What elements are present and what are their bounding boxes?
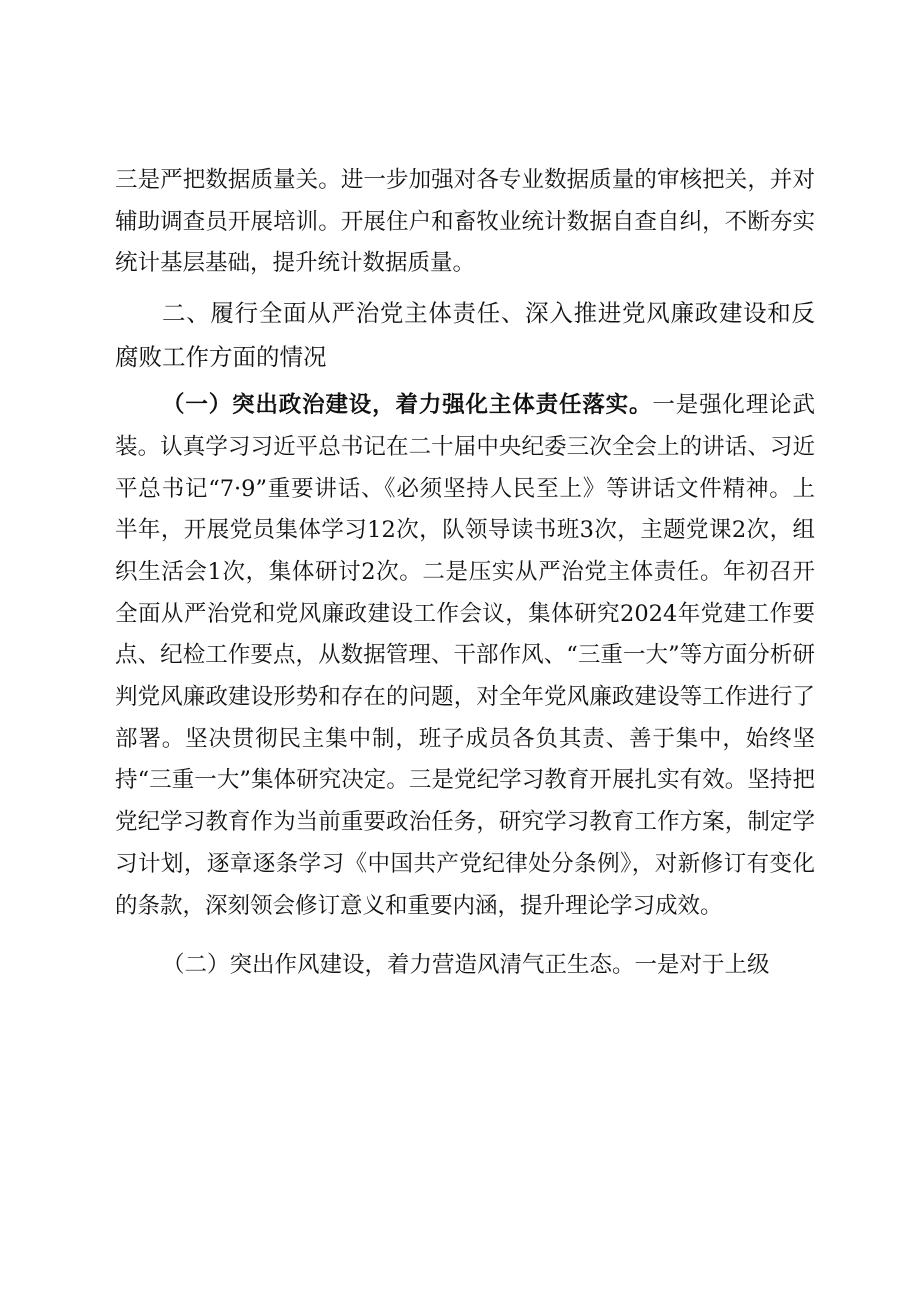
subsection-title-1: （一）突出政治建设，着力强化主体责任落实。 bbox=[162, 392, 653, 419]
subsection-body-1: 一是强化理论武装。认真学习习近平总书记在二十届中央纪委三次全会上的讲话、习近平总书记“7·9”重要讲话、《必须坚持人民至上》等讲话文件精神。上半年，开展党员集体学习12次，队领导读书班3次，主题党课2次，组织生活会1次，集体研讨2次。二是压实从严治党主体责任。年初召开全面从严治党和党风廉政建设工作会议，集体研究2024年党建工作要点、纪检工作要点，从数据管理、干部作风、“三重一大”等方面分析研判党风廉政建设形势和存在的问题，对全年党风廉政建设等工作进行了部署。坚决贯彻民主集中制，班子成员各负其责、善于集中，始终坚持“三重一大”集体研究决定。三是党纪学习教育开展扎实有效。坚持把党纪学习教育作为当前重要政治任务，研究学习教育工作方案，制定学习计划，逐章逐条学习《中国共产党纪律处分条例》，对新修订有变化的条款，深刻领会修订意义和重要内涵，提升理论学习成效。 bbox=[115, 392, 815, 919]
paragraph-political-building bbox=[115, 385, 815, 927]
subsection-body-2: 一是对于上级 bbox=[634, 952, 770, 979]
subsection-title-2: （二）突出作风建设，着力营造风清气正生态。 bbox=[162, 952, 635, 979]
document-body bbox=[115, 160, 815, 987]
paragraph-style-building bbox=[115, 945, 815, 987]
section-heading-2: 二、履行全面从严治党主体责任、深入推进党风廉政建设和反腐败工作方面的情况 bbox=[115, 299, 815, 372]
paragraph-data-quality: 三是严把数据质量关。进一步加强对各专业数据质量的审核把关，并对辅助调查员开展培训。开展住户和畜牧业统计数据自查自纠，不断夯实统计基层基础，提升统计数据质量。 bbox=[115, 167, 815, 277]
